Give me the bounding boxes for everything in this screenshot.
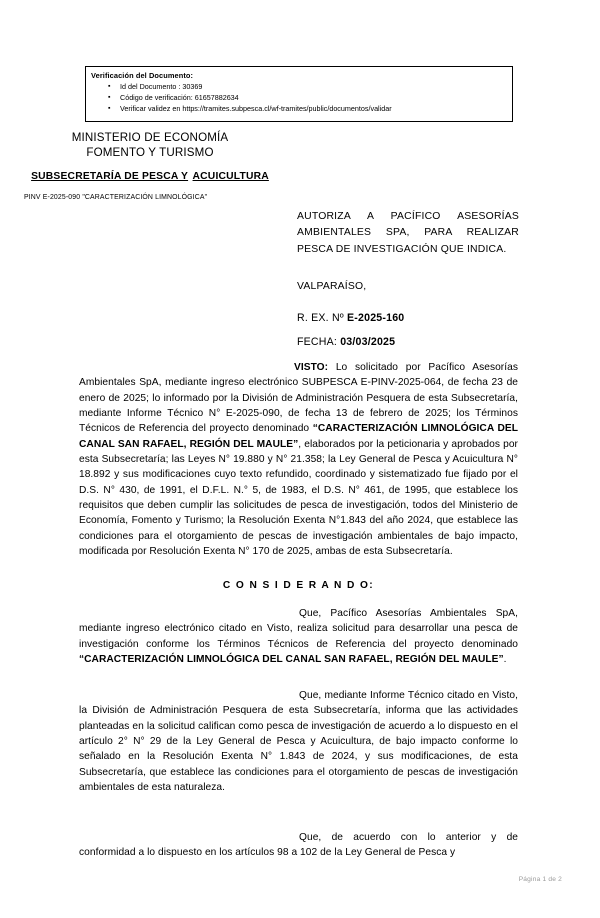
document-verification-box: [85, 66, 513, 122]
que1-project-name: “CARACTERIZACIÓN LIMNOLÓGICA DEL CANAL SAN RAFAEL, REGIÓN DEL MAULE”: [79, 654, 504, 666]
visto-project-name: “CARACTERIZACIÓN LIMNOLÓGICA DEL CANAL SAN RAFAEL, REGIÓN DEL MAULE”: [79, 423, 518, 450]
que1-text-part-2: .: [503, 654, 507, 666]
paragraph-que-2: Que, mediante Informe Técnico citado en Visto, la División de Administración Pesquera de esta Subsecretaría, informa que las actividades planteadas en la solicitud califican como pesca de investigación de acuerdo a lo dispuesto en el artículo 2° N° 29 de la Ley General de Pesca y Acuicultura, de bajo impacto conforme lo señalado en la Resolución Exenta N° 1.843 de 2024, y sus modificaciones, de esta Subsecretaría, que establece las condiciones para el otorgamiento de pescas de investigación ambientales de esta naturaleza.: [79, 690, 518, 794]
visto-label: VISTO:: [294, 362, 329, 373]
subsecretaria-title: [30, 166, 270, 184]
issue-place: VALPARAÍSO,: [297, 281, 367, 292]
considerando-heading: C O N S I D E R A N D O:: [222, 580, 375, 591]
page-footer: Página 1 de 2: [518, 876, 562, 883]
resolution-date-label: FECHA:: [297, 336, 341, 348]
subject-block: AUTORIZA A PACÍFICO ASESORÍAS AMBIENTALES SPA, PARA REALIZAR PESCA DE INVESTIGACIÓN QUE INDICA.: [297, 211, 519, 255]
ministry-line-1: MINISTERIO DE ECONOMÍA: [71, 131, 229, 144]
paragraph-que-3: Que, de acuerdo con lo anterior y de conformidad a lo dispuesto en los artículos 98 a 102 de la Ley General de Pesca y: [79, 832, 518, 859]
resolution-number-label: R. EX. Nº: [297, 312, 348, 324]
visto-text-part-1: Lo solicitado por Pacífico Asesorías Ambientales SpA, mediante ingreso electrónico SUBPESCA E-PINV-2025-064, de fecha 23 de enero de 2025; lo informado por la División de Administración Pesquera de esta Subsecretaría, mediante Informe Técnico N° E-2025-090, de fecha 13 de febrero de 2025; los Términos Técnicos de Referencia del proyecto denominado: [79, 362, 518, 435]
verification-title: Verificación del Documento:: [91, 71, 194, 80]
paragraph-que-1: [79, 606, 518, 667]
que1-text-part-1: Que, Pacífico Asesorías Ambientales SpA, mediante ingreso electrónico citado en Visto, realiza solicitud para desarrollar una pesca de investigación conforme los Términos Técnicos de Referencia del proyecto denominado: [79, 608, 518, 650]
subsecretaria-line-1: SUBSECRETARÍA DE PESCA Y: [31, 171, 189, 182]
paragraph-visto: [79, 360, 518, 559]
letterhead: [30, 131, 270, 184]
resolution-number-value: E-2025-160: [347, 312, 405, 324]
resolution-date: [297, 336, 395, 348]
ministry-line-2: FOMENTO Y TURISMO: [86, 145, 214, 159]
verification-list: [86, 81, 512, 115]
visto-text-part-2: , elaborados por la peticionaria y aprobados por esta Subsecretaría; las Leyes N° 19.880 y N° 21.358; la Ley General de Pesca y Acuicultura N° 18.892 y sus modificaciones cuyo texto refundido, coordinado y sistematizado fue fijado por el D.S. N° 430, de 1991, el D.F.L. N.° 5, de 1983, el D.S. N° 461, de 1995, que establece los requisitos que deben cumplir las solicitudes de pesca de investigación, todos del Ministerio de Economía, Fomento y Turismo; la Resolución Exenta N°1.843 del año 2024, que establece las condiciones para el otorgamiento de pescas de investigación ambientales de bajo impacto, modificada por Resolución Exenta N° 170 de 2025, ambas de esta Subsecretaría.: [79, 438, 518, 558]
verification-item-document-id: ▪ Id del Documento : 30369: [86, 81, 512, 92]
resolution-number: [297, 312, 404, 324]
subsecretaria-line-2: ACUICULTURA: [192, 171, 269, 182]
resolution-date-value: 03/03/2025: [340, 336, 396, 348]
verification-item-code: ▪ Código de verificación: 61657882634: [86, 92, 512, 103]
project-reference: PINV E-2025-090 "CARACTERIZACIÓN LIMNOLÓGICA": [24, 194, 208, 201]
verification-item-url: ▪ Verificar validez en https://tramites.subpesca.cl/wf-tramites/public/documentos/validar: [86, 103, 512, 114]
